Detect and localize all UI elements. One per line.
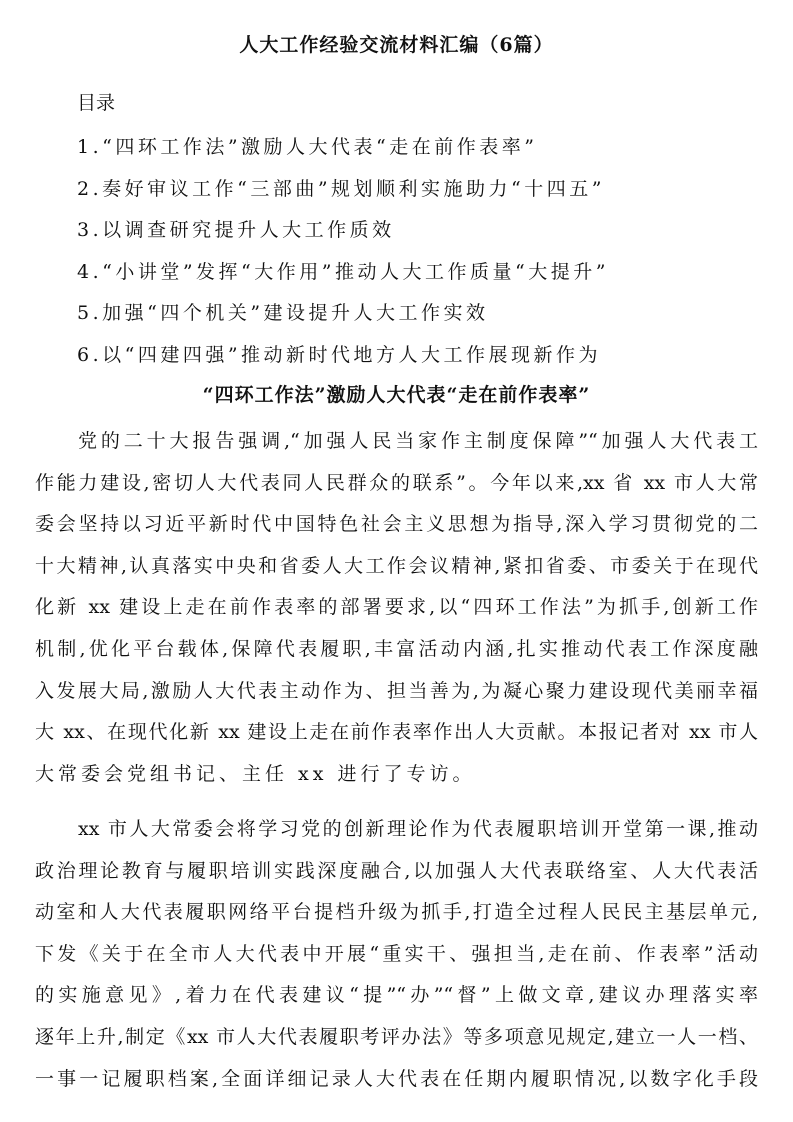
text-line: 入发展大局,激励人大代表主动作为、担当善为,为凝心聚力建设现代美丽幸福 bbox=[35, 679, 758, 702]
text-line: 政治理论教育与履职培训实践深度融合,以加强人大代表联络室、人大代表活 bbox=[35, 859, 758, 882]
text-line: 大常委会党组书记、主任 xx 进行了专访。 bbox=[35, 762, 476, 785]
text-line: 动室和人大代表履职网络平台提档升级为抓手,打造全过程人民民主基层单元, bbox=[35, 901, 758, 924]
text-line: 党的二十大报告强调,“加强人民当家作主制度保障”“加强人大代表工 bbox=[78, 430, 758, 452]
text-line: 十大精神,认真落实中央和省委人大工作会议精神,紧扣省委、市委关于在现代 bbox=[35, 554, 758, 577]
text-line: 大 xx、在现代化新 xx 建设上走在前作表率作出人大贡献。本报记者对 xx 市人 bbox=[35, 721, 758, 744]
text-line: 化新 xx 建设上走在前作表率的部署要求,以“四环工作法”为抓手,创新工作 bbox=[35, 596, 758, 619]
text-line: 逐年上升,制定《xx 市人大代表履职考评办法》等多项意见规定,建立一人一档、 bbox=[35, 1025, 758, 1048]
toc-item: 6.以“四建四强”推动新时代地方人大工作展现新作为 bbox=[77, 343, 602, 366]
text-line: 机制,优化平台载体,保障代表履职,丰富活动内涵,扎实推动代表工作深度融 bbox=[35, 637, 758, 660]
text-line: 一事一记履职档案,全面详细记录人大代表在任期内履职情况,以数字化手段 bbox=[35, 1067, 758, 1090]
toc-item: 2.奏好审议工作“三部曲”规划顺利实施助力“十四五” bbox=[77, 177, 605, 200]
document-title: 人大工作经验交流材料汇编（6篇） bbox=[239, 34, 554, 56]
text-line: 作能力建设,密切人大代表同人民群众的联系”。今年以来,xx 省 xx 市人大常 bbox=[35, 471, 758, 494]
table-of-contents bbox=[77, 132, 609, 381]
toc-item: 3.以调查研究提升人大工作质效 bbox=[77, 219, 395, 241]
text-line: 的实施意见》,着力在代表建议“提”“办”“督”上做文章,建议办理落实率 bbox=[35, 984, 758, 1007]
text-line: 下发《关于在全市人大代表中开展“重实干、强担当,走在前、作表率”活动 bbox=[35, 942, 758, 965]
toc-label: 目录 bbox=[77, 92, 116, 114]
article-heading: “四环工作法”激励人大代表“走在前作表率” bbox=[202, 384, 591, 406]
text-line: xx 市人大常委会将学习党的创新理论作为代表履职培训开堂第一课,推动 bbox=[78, 818, 758, 840]
paragraph bbox=[35, 814, 758, 1105]
toc-item: 4.“小讲堂”发挥“大作用”推动人大工作质量“大提升” bbox=[77, 260, 609, 283]
text-line: 委会坚持以习近平新时代中国特色社会主义思想为指导,深入学习贯彻党的二 bbox=[35, 513, 758, 536]
toc-item: 1.“四环工作法”激励人大代表“走在前作表率” bbox=[77, 136, 538, 158]
paragraph bbox=[35, 426, 758, 800]
toc-item: 5.加强“四个机关”建设提升人大工作实效 bbox=[77, 302, 489, 324]
